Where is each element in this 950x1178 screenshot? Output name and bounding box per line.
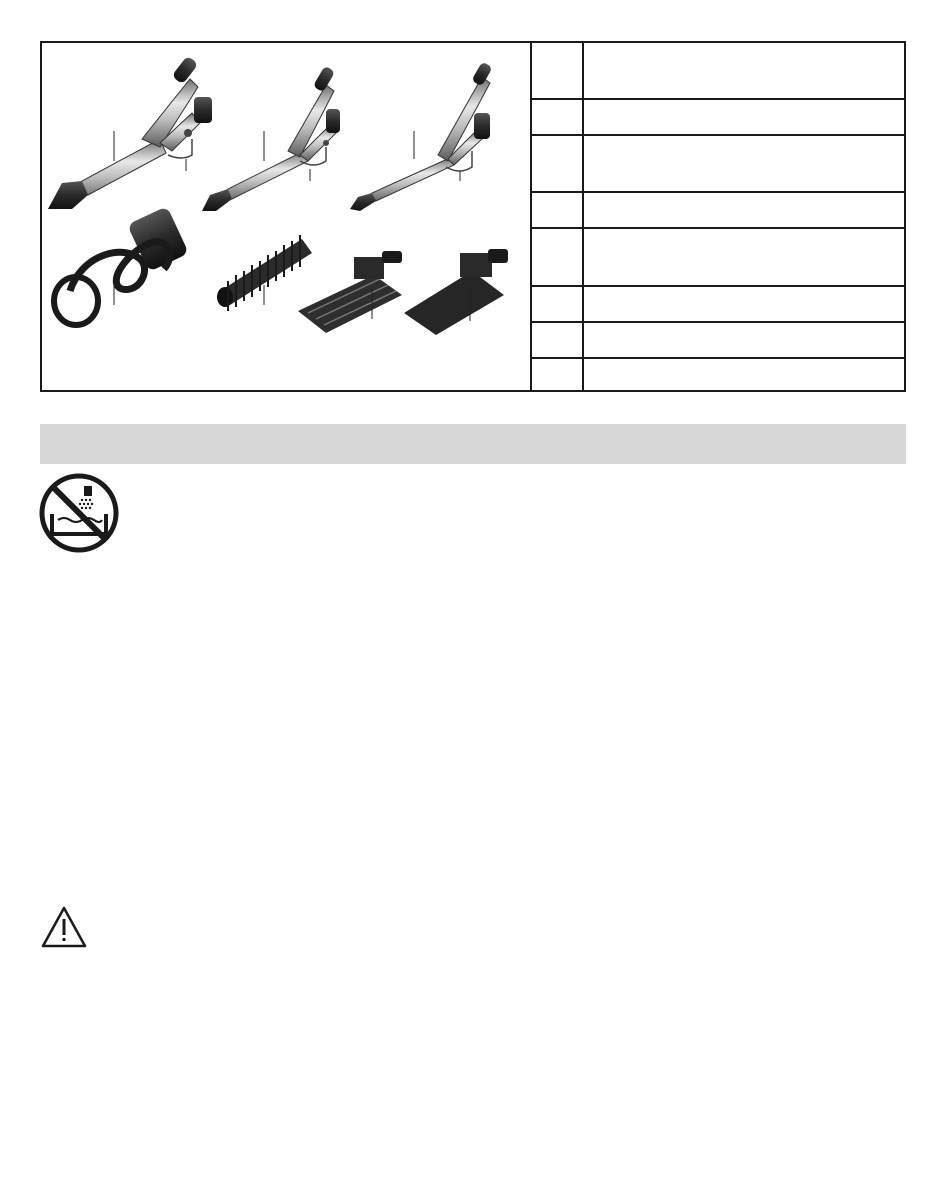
legend-row [532, 193, 904, 229]
legend-row [532, 136, 904, 193]
legend-number [532, 287, 584, 321]
product-figure-box [40, 41, 906, 392]
warning-triangle-icon [40, 905, 88, 949]
curling-iron-medium [202, 66, 340, 211]
straightener-plate [404, 249, 508, 335]
legend-row [532, 100, 904, 136]
legend-row [532, 43, 904, 100]
legend-row [532, 287, 904, 323]
parts-legend-table [532, 43, 904, 390]
brush-attachment [217, 235, 312, 311]
legend-number [532, 359, 584, 390]
legend-number [532, 43, 584, 98]
spiral-attachment [54, 206, 189, 325]
legend-number [532, 193, 584, 227]
legend-row [532, 323, 904, 359]
legend-row [532, 359, 904, 390]
no-water-immersion-icon [38, 472, 120, 554]
legend-number [532, 323, 584, 357]
curling-iron-large [48, 55, 212, 209]
crimper-plate [298, 251, 402, 333]
section-header-bar [40, 424, 906, 464]
legend-number [532, 100, 584, 134]
legend-number [532, 229, 584, 285]
legend-row [532, 229, 904, 287]
curling-iron-small [350, 61, 493, 211]
legend-number [532, 136, 584, 191]
product-illustration [42, 43, 530, 390]
